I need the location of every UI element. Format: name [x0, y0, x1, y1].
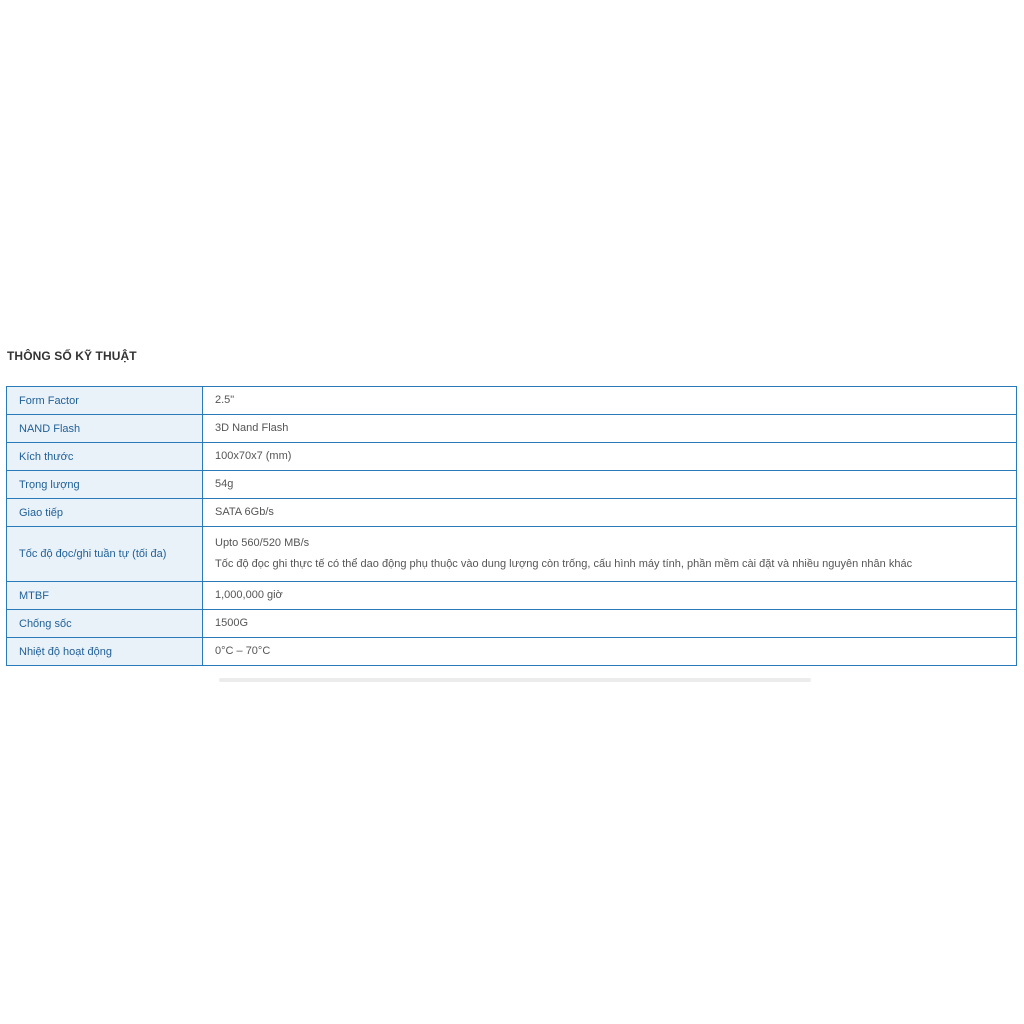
- spec-value-line: 1,000,000 giờ: [215, 589, 283, 601]
- spec-value-note: Tốc độ đọc ghi thực tế có thể dao động phụ thuộc vào dung lượng còn trống, cấu hình máy tính, phần mềm cài đặt và nhiều nguyên nhân khác: [215, 558, 913, 570]
- section-title: THÔNG SỐ KỸ THUẬT: [7, 349, 137, 363]
- spec-value-line: SATA 6Gb/s: [215, 506, 274, 518]
- spec-value-line: Upto 560/520 MB/s: [215, 537, 310, 549]
- spec-label: NAND Flash: [7, 415, 203, 443]
- spec-value-line: 1500G: [215, 617, 249, 629]
- table-row: [7, 499, 1017, 527]
- spec-label: Chống sốc: [7, 610, 203, 638]
- spec-value-line: 100x70x7 (mm): [215, 450, 292, 462]
- spec-value: [203, 415, 1017, 443]
- spec-label: Kích thước: [7, 443, 203, 471]
- spec-value-line: 0°C – 70°C: [215, 645, 271, 657]
- spec-table: [6, 386, 1017, 666]
- spec-label: Giao tiếp: [7, 499, 203, 527]
- spec-value: [203, 387, 1017, 415]
- table-row: [7, 415, 1017, 443]
- spec-section: [6, 346, 1017, 666]
- table-row: [7, 527, 1017, 582]
- spec-value-line: 3D Nand Flash: [215, 422, 289, 434]
- spec-label: Nhiệt độ hoạt động: [7, 638, 203, 666]
- spec-label: MTBF: [7, 582, 203, 610]
- horizontal-scrollbar[interactable]: [219, 678, 811, 682]
- table-row: [7, 610, 1017, 638]
- spec-value: [203, 443, 1017, 471]
- table-row: [7, 582, 1017, 610]
- spec-label: Trọng lượng: [7, 471, 203, 499]
- table-row: [7, 471, 1017, 499]
- table-row: [7, 387, 1017, 415]
- spec-value: [203, 499, 1017, 527]
- spec-value-line: 54g: [215, 478, 234, 490]
- spec-value-line: 2.5": [215, 394, 235, 406]
- spec-value: [203, 527, 1017, 582]
- spec-value: [203, 471, 1017, 499]
- table-row: [7, 638, 1017, 666]
- spec-label: Form Factor: [7, 387, 203, 415]
- spec-label: Tốc độ đọc/ghi tuần tự (tối đa): [7, 527, 203, 582]
- spec-value: [203, 610, 1017, 638]
- spec-value: [203, 638, 1017, 666]
- table-row: [7, 443, 1017, 471]
- spec-value: [203, 582, 1017, 610]
